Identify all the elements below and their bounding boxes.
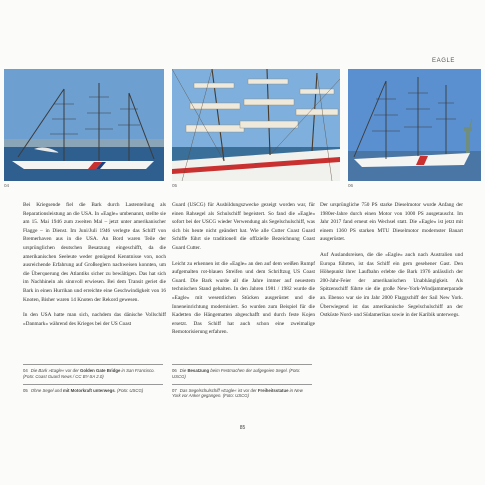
caption [172,364,312,380]
caption-text: beim Festmachen der aufgegeien Segel. (Foto: USCG) [172,368,301,379]
caption-emphasis: Freiheitsstatue [257,387,289,393]
caption-emphasis: mit Motorkraft unterwegs [63,387,115,393]
captions-left [23,364,163,397]
paragraph: Guard (USCG) für Ausbildungszwecke gezeigt worden war, für einen Rahsegel als Schulschiff begeistert. So fand die »Eagle« sofort bei der USCG wieder Verwendung als Segelschulschiff, was sich bis heute nicht geändert hat. Wie alle Cutter Coast Guard Schiffe führt sie traditionell die offizielle Bezeichnung Coast Guard Cutter. [172,202,315,251]
paragraph: Der ursprüngliche 750 PS starke Dieselmotor wurde Anfang der 1980er-Jahre durch einen Motor von 1000 PS ausgetauscht. Im Jahr 2017 fand erneut ein Wechsel statt. Die »Eagle« ist jetzt mit einem 1360 PS starken MTU Dieselmotor modernster Bauart ausgerüstet. [320,202,463,243]
caption-emphasis: Golden Gate Bridge [79,368,121,373]
text-column-2 [172,201,315,344]
captions-middle [172,364,312,403]
caption-text: in San Francisco. (Foto: Coast Guard News / CC BY-SA 2.0) [23,368,155,379]
page-label: EAGLE [431,58,455,64]
caption-number: 07 [172,387,177,393]
paragraph: Auf Auslandsreisen, die die »Eagle« auch nach Australien und Europa führten, ist das Schiff ein gern gesehener Gast. Den Höhepunkt ihrer Laufbahn erlebte die Bark 1976 anlässlich der 200-Jahr-Feier der amerikanischen Unabhängigkeit. Als Spitzenschiff führte sie die große New-York-Windjammerparade an. Ebenso war sie im Jahr 2000 Flaggschiff der Sail New York. Überwiegend ist das amerikanische Segelschulschiff an der Ostküste Nord- und Südamerikas sowie in der Karibik unterwegs. [320,251,463,319]
caption [23,384,163,394]
caption [172,384,312,400]
text-column-1 [23,201,166,335]
page-number: 85 [239,425,246,431]
photo-number: 06 [348,183,354,188]
caption-number: 06 [172,368,177,373]
caption-text: . (Foto: USCG) [114,387,144,393]
caption-text: Die Bark »Eagle« vor der [30,368,80,373]
paragraph: In den USA hatte man sich, nachdem das dänische Vollschiff »Danmark« während des Krieges bei der US Coast [23,312,166,327]
text-column-3 [320,201,463,327]
photo-number: 04 [4,183,10,188]
caption-text: Das Segelschulschiff »Eagle« ist vor der [179,387,258,393]
caption-number: 04 [23,368,28,373]
photo-ship-statue-of-liberty [348,69,481,181]
photo-number: 05 [172,183,178,188]
caption-text: in New York vor Anker gegangen. (Foto: USCG) [172,387,303,399]
photo-ship-golden-gate [4,69,164,181]
caption-text: Die [179,368,188,373]
caption-text: Ohne Segel und [30,387,64,393]
caption [23,364,163,380]
paragraph: Bei Kriegsende fiel die Bark durch Lastenteilung als Reparationsleistung an die USA. In »Eagle« umbenannt, stellte sie am 15. Mai 1946 zum zweiten Mal – jetzt unter amerikanischer Flagge – in Dienst. Im Juni/Juli 1946 verlegte das Schiff von Bremerhaven aus in die USA. An Bord waren Teile der ursprünglichen deutschen Besatzung eingeschifft, da die amerikanischen Seeleute weder genügend Kenntnisse von, noch ausreichende Erfahrung auf Großseglern nachweisen konnten, um die Überquerung des Atlantiks sicher zu bewältigen. Das hat sich im Nachhinein als sinnvoll erwiesen. Bei dem Transit geriet die Bark in einen Hurrikan und erreichte eine Geschwindigkeit von 16 Knoten, Bisher waren 14 Knoten der Rekord gewesen. [23,202,166,303]
paragraph: Leicht zu erkennen ist die »Eagle« an den auf dem weißen Rumpf aufgemalten rot-blauen Streifen und dem Schriftzug US Coast Guard. Die Bark wurde all die Jahre immer auf neuestem technischen Stand gehalten. In den Jahren 1981 / 1982 wurde die »Eagle« mit wesentlichen Stücken ausgerüstet und die Inneneinrichtung modernisiert. So wurden zum Beispiel für die Kadetten die Hängematten abgeschafft und durch feste Kojen ersetzt. Das Schiff hat auch schon eine zweimalige Remotorisierung erfahren. [172,260,315,336]
photo-crew-rigging [172,69,340,181]
caption-number: 05 [23,387,28,393]
caption-emphasis: Besatzung [187,368,210,373]
